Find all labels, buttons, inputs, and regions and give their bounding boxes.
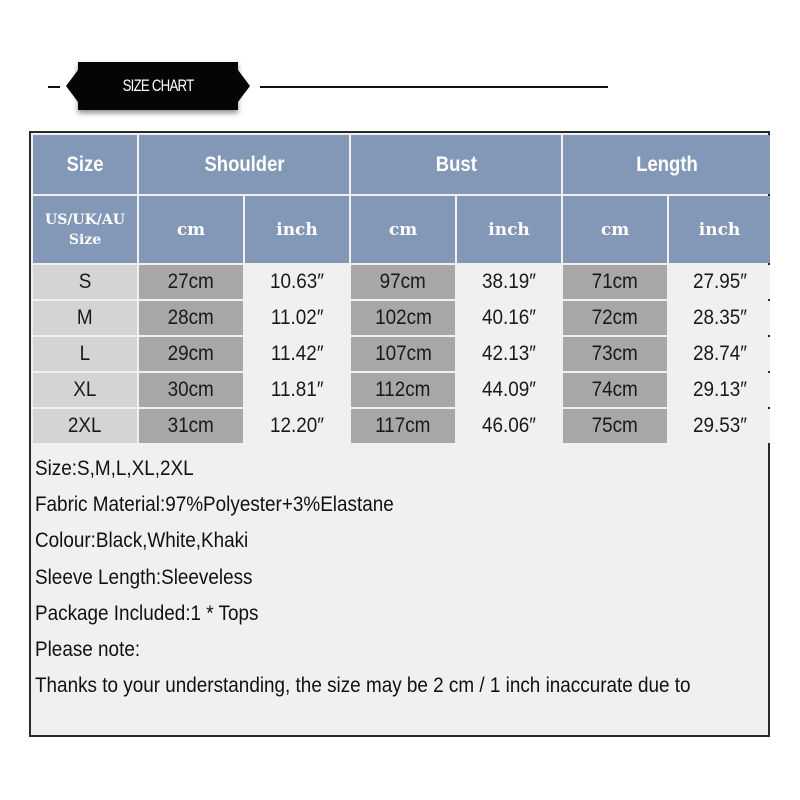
cell-size: XL [33,373,137,407]
note-please-note: Please note: [35,637,141,661]
note-sizes: Size:S,M,L,XL,2XL [35,457,194,480]
cell-bust-cm: 102cm [351,301,455,335]
cell-shoulder-cm: 28cm [139,301,243,335]
subheader-length-cm: cm [563,196,667,263]
product-notes [35,451,765,704]
cell-length-cm: 71cm [563,265,667,299]
cell-bust-inch: 40.16″ [457,301,561,335]
cell-length-inch: 29.53″ [669,409,770,443]
size-chart-banner [48,62,568,112]
subheader-bust-cm: cm [351,196,455,263]
banner-title: SIZE CHART [122,76,194,95]
cell-shoulder-inch: 11.02″ [245,301,349,335]
cell-size: 2XL [33,409,137,443]
cell-bust-cm: 97cm [351,265,455,299]
subheader-shoulder-cm: cm [139,196,243,263]
subheader-size: US/UK/AU Size [33,196,137,263]
cell-shoulder-inch: 10.63″ [245,265,349,299]
cell-length-cm: 72cm [563,301,667,335]
cell-shoulder-cm: 30cm [139,373,243,407]
banner-ribbon [78,62,238,110]
header-size: Size [33,135,137,194]
table-row [33,409,770,443]
cell-length-cm: 74cm [563,373,667,407]
cell-size: M [33,301,137,335]
cell-shoulder-cm: 29cm [139,337,243,371]
cell-shoulder-inch: 11.42″ [245,337,349,371]
cell-bust-cm: 117cm [351,409,455,443]
banner-rule [260,86,608,88]
cell-shoulder-cm: 27cm [139,265,243,299]
table-row [33,373,770,407]
cell-bust-inch: 38.19″ [457,265,561,299]
note-accuracy: Thanks to your understanding, the size may be 2 cm / 1 inch inaccurate due to [35,674,691,698]
size-chart-panel [29,131,770,737]
cell-length-inch: 28.74″ [669,337,770,371]
table-row [33,337,770,371]
subheader-bust-inch: inch [457,196,561,263]
cell-length-inch: 28.35″ [669,301,770,335]
cell-bust-inch: 46.06″ [457,409,561,443]
cell-bust-cm: 107cm [351,337,455,371]
note-package: Package Included:1 * Tops [35,601,259,625]
cell-shoulder-inch: 12.20″ [245,409,349,443]
note-sleeve: Sleeve Length:Sleeveless [35,565,253,589]
cell-bust-cm: 112cm [351,373,455,407]
cell-shoulder-cm: 31cm [139,409,243,443]
cell-length-inch: 27.95″ [669,265,770,299]
table-row [33,265,770,299]
cell-length-inch: 29.13″ [669,373,770,407]
subheader-length-inch: inch [669,196,770,263]
cell-shoulder-inch: 11.81″ [245,373,349,407]
size-table [31,133,772,445]
cell-size: L [33,337,137,371]
table-header-row [33,135,770,194]
table-row [33,301,770,335]
cell-bust-inch: 42.13″ [457,337,561,371]
header-shoulder: Shoulder [139,135,349,194]
cell-length-cm: 73cm [563,337,667,371]
note-fabric: Fabric Material:97%Polyester+3%Elastane [35,493,394,517]
cell-bust-inch: 44.09″ [457,373,561,407]
cell-size: S [33,265,137,299]
header-length: Length [563,135,770,194]
banner-dash [48,86,60,88]
table-subheader-row [33,196,770,263]
note-colour: Colour:Black,White,Khaki [35,529,249,553]
header-bust: Bust [351,135,561,194]
subheader-shoulder-inch: inch [245,196,349,263]
cell-length-cm: 75cm [563,409,667,443]
